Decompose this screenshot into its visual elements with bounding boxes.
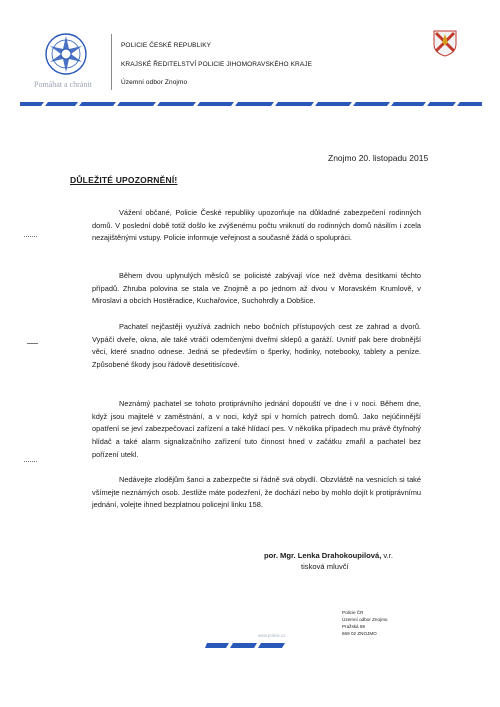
footer-website: www.policie.cz [258,633,286,638]
header-line-police: POLICIE ČESKÉ REPUBLIKY [121,42,212,49]
letter-date: Znojmo 20. listopadu 2015 [328,153,429,163]
paragraph-5: Nedávejte zlodějům šanci a zabezpečte si řádně svá obydlí. Obzvláště na vesnicích si také všímejte neznámých osob. Jestliže máte podezření, že dochází nebo by mohlo dojít k protiprávnímu jednání, volejte ihned bezplatnou policejní linku 158. [92,475,421,510]
fold-mark [24,236,37,238]
fold-mark [27,343,38,345]
paragraph-1: Vážení občané, Policie České republiky upozorňuje na důkladné zabezpečení rodinných domů. V poslední době totiž došlo ke zvýšenému počtu vniknutí do rodinných domů násilím i zcela nezajištěnými vstupy. Policie informuje veřejnost a současně žádá o spolupráci. [92,208,421,243]
address-line: Policie ČR [342,610,364,615]
address-line: Územní odbor Znojmo [342,617,388,622]
header-line-directorate: KRAJSKÉ ŘEDITELSTVÍ POLICIE JIHOMORAVSKÉHO KRAJE [121,61,313,68]
signature-suffix: v.r. [381,551,393,560]
address-line: 669 02 ZNOJMO [342,631,377,636]
fold-mark [24,461,37,463]
paragraph-2: Během dvou uplynulých měsíců se policisté zabývají více než dvěma desítkami těchto případů. Zhruba polovina se stala ve Znojmě a po jednom až dvou v Moravském Krumlově, v Miroslavi a obcích Hostěradice, Kuchařovice, Suchohrdly a Dobšice. [92,271,421,306]
letter-heading: DŮLEŽITÉ UPOZORNĚNÍ! [70,175,178,185]
paragraph-3: Pachatel nejčastěji využívá zadních nebo bočních přístupových cest ze zahrad a dvorů. Vypáčí dveře, okna, ale také vtráčí odemčenými dveřmi sklepů a garáží. Uvnitř pak bere drobnější věci, které snadno odnese. Jedná se především o šperky, hodinky, notebooky, tablety a peníze. Způsobené škody jsou řádově desetitisícové. [92,322,421,370]
header-divider [111,34,112,90]
signature-line [264,551,393,560]
paragraph-4: Neznámý pachatel se tohoto protiprávního jednání dopouští ve dne i v noci. Během dne, když jsou majitelé v zaměstnání, a v noci, když spí v horních patrech domů. Jako nejúčinnější opatření se jeví zabezpečovací zařízení a také hlídací pes. V několika případech mu právě čtyřnohý hlídač a také alarm signalizačního zařízení tuto činnost hned v začátku zmařil a pachatel bez pořízení utekl. [92,399,421,459]
signature-role: tisková mluvčí [301,562,349,571]
header-line-department: Územní odbor Znojmo [121,79,188,86]
motto: Pomáhat a chránit [34,80,92,89]
regional-coat-of-arms-icon [433,30,457,57]
police-star-badge-icon [44,32,88,76]
footer-stripe [205,641,285,649]
header-stripe [20,100,482,107]
signature-name: por. Mgr. Lenka Drahokoupilová, [264,551,382,560]
address-line: Pražská 59 [342,624,365,629]
